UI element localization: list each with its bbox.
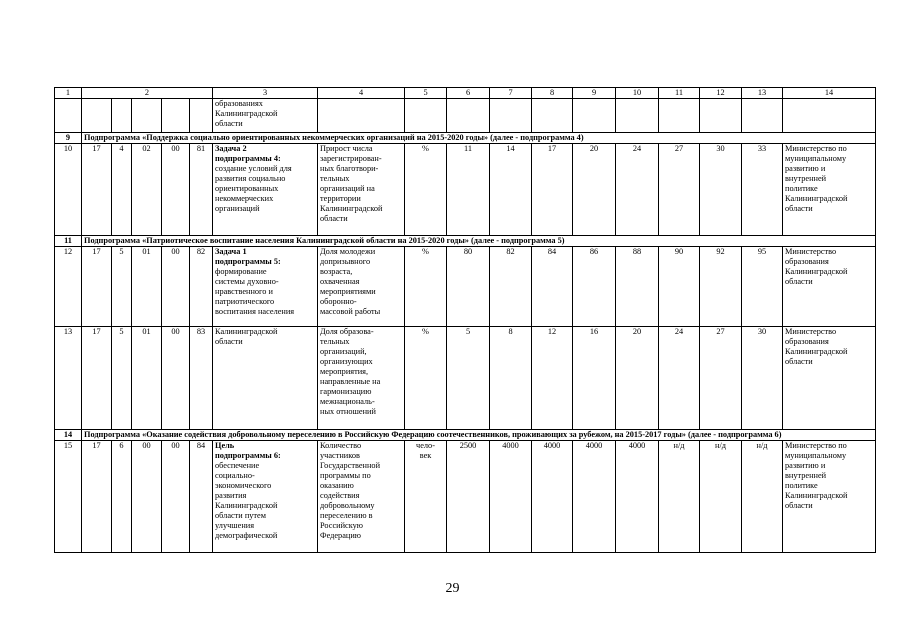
header-cell: 5 bbox=[405, 88, 447, 99]
task-heading: Задача 2 подпрограммы 4: bbox=[215, 144, 281, 163]
code-cell: 01 bbox=[132, 327, 162, 430]
header-cell: 13 bbox=[742, 88, 783, 99]
value-cell: 95 bbox=[742, 247, 783, 327]
value-cell: 16 bbox=[573, 327, 616, 430]
value-cell: 11 bbox=[447, 144, 490, 236]
code-cell: 4 bbox=[112, 144, 132, 236]
responsible-cell: Министерство по муниципальному развитию и внутренней политике Калининградской области bbox=[783, 144, 876, 236]
header-cell: 10 bbox=[616, 88, 659, 99]
subprogram-title: Подпрограмма «Оказание содействия добровольному переселению в Российскую Федерацию соотечественников, проживающих за рубежом, на 2015-2017 годы» (далее - подпрограмма 6) bbox=[82, 430, 876, 441]
row-number: 9 bbox=[55, 133, 82, 144]
subprogram-row bbox=[55, 236, 876, 247]
task-text: обеспечение социально- экономического развития Калининградской области путем улучшения демографической bbox=[215, 461, 278, 540]
code-cell: 00 bbox=[162, 327, 190, 430]
code-cell: 84 bbox=[190, 441, 213, 553]
task-cell: образованиях Калининградской области bbox=[213, 99, 318, 133]
code-cell: 17 bbox=[82, 247, 112, 327]
value-cell: 82 bbox=[490, 247, 532, 327]
table-row bbox=[55, 441, 876, 553]
header-cell: 3 bbox=[213, 88, 318, 99]
row-number: 13 bbox=[55, 327, 82, 430]
indicator-cell: Доля образова- тельных организаций, организующих мероприятия, направленные на гармонизацию межнациональ- ных отношений bbox=[318, 327, 405, 430]
value-cell: 88 bbox=[616, 247, 659, 327]
code-cell: 17 bbox=[82, 441, 112, 553]
value-cell: 8 bbox=[490, 327, 532, 430]
row-number: 10 bbox=[55, 144, 82, 236]
value-cell: 20 bbox=[616, 327, 659, 430]
indicator-cell: Доля молодежи допризывного возраста, охваченная мероприятиями оборонно- массовой работы bbox=[318, 247, 405, 327]
value-cell: 90 bbox=[659, 247, 700, 327]
value-cell: 27 bbox=[700, 327, 742, 430]
value-cell: 33 bbox=[742, 144, 783, 236]
value-cell: 20 bbox=[573, 144, 616, 236]
task-heading: Цель подпрограммы 6: bbox=[215, 441, 281, 460]
responsible-cell: Министерство по муниципальному развитию и внутренней политике Калининградской области bbox=[783, 441, 876, 553]
code-cell: 17 bbox=[82, 144, 112, 236]
value-cell: 80 bbox=[447, 247, 490, 327]
code-cell: 00 bbox=[162, 441, 190, 553]
value-cell: 17 bbox=[532, 144, 573, 236]
header-cell: 12 bbox=[700, 88, 742, 99]
indicators-table bbox=[54, 87, 876, 553]
value-cell: 12 bbox=[532, 327, 573, 430]
unit-cell: % bbox=[405, 327, 447, 430]
code-cell: 01 bbox=[132, 247, 162, 327]
code-cell: 6 bbox=[112, 441, 132, 553]
subprogram-row bbox=[55, 133, 876, 144]
table-row bbox=[55, 144, 876, 236]
value-cell: 86 bbox=[573, 247, 616, 327]
value-cell: 4000 bbox=[616, 441, 659, 553]
value-cell: 24 bbox=[616, 144, 659, 236]
value-cell: н/д bbox=[700, 441, 742, 553]
value-cell: 84 bbox=[532, 247, 573, 327]
value-cell: 27 bbox=[659, 144, 700, 236]
table-row bbox=[55, 327, 876, 430]
page-number: 29 bbox=[445, 581, 460, 596]
code-cell: 5 bbox=[112, 247, 132, 327]
value-cell: 30 bbox=[742, 327, 783, 430]
subprogram-row bbox=[55, 430, 876, 441]
row-number: 11 bbox=[55, 236, 82, 247]
row-number: 14 bbox=[55, 430, 82, 441]
value-cell: 92 bbox=[700, 247, 742, 327]
table-row bbox=[55, 247, 876, 327]
code-cell: 00 bbox=[162, 144, 190, 236]
subprogram-title: Подпрограмма «Патриотическое воспитание населения Калининградской области на 2015-2020 годы» (далее - подпрограмма 5) bbox=[82, 236, 876, 247]
header-cell: 1 bbox=[55, 88, 82, 99]
task-cell bbox=[213, 247, 318, 327]
code-cell: 81 bbox=[190, 144, 213, 236]
value-cell: 4000 bbox=[490, 441, 532, 553]
value-cell: н/д bbox=[659, 441, 700, 553]
value-cell: 30 bbox=[700, 144, 742, 236]
header-cell: 6 bbox=[447, 88, 490, 99]
subprogram-title: Подпрограмма «Поддержка социально ориентированных некоммерческих организаций на 2015-2020 годы» (далее - подпрограмма 4) bbox=[82, 133, 876, 144]
header-cell: 7 bbox=[490, 88, 532, 99]
header-cell: 14 bbox=[783, 88, 876, 99]
unit-cell: % bbox=[405, 247, 447, 327]
value-cell: 2500 bbox=[447, 441, 490, 553]
responsible-cell: Министерство образования Калининградской области bbox=[783, 327, 876, 430]
value-cell: 24 bbox=[659, 327, 700, 430]
unit-cell: чело- век bbox=[405, 441, 447, 553]
code-cell: 00 bbox=[162, 247, 190, 327]
task-heading: Задача 1 подпрограммы 5: bbox=[215, 247, 281, 266]
header-cell: 2 bbox=[82, 88, 213, 99]
code-cell: 82 bbox=[190, 247, 213, 327]
code-cell: 17 bbox=[82, 327, 112, 430]
header-cell: 9 bbox=[573, 88, 616, 99]
value-cell: н/д bbox=[742, 441, 783, 553]
header-cell: 11 bbox=[659, 88, 700, 99]
code-cell: 02 bbox=[132, 144, 162, 236]
code-cell: 83 bbox=[190, 327, 213, 430]
indicator-cell: Прирост числа зарегистрирован- ных благотвори- тельных организаций на территории Калининградской области bbox=[318, 144, 405, 236]
task-cell bbox=[213, 441, 318, 553]
code-cell: 5 bbox=[112, 327, 132, 430]
code-cell: 00 bbox=[132, 441, 162, 553]
table-row-continuation bbox=[55, 99, 876, 133]
value-cell: 4000 bbox=[532, 441, 573, 553]
task-cell: Калининградской области bbox=[213, 327, 318, 430]
row-number: 12 bbox=[55, 247, 82, 327]
header-cell: 4 bbox=[318, 88, 405, 99]
value-cell: 14 bbox=[490, 144, 532, 236]
header-cell: 8 bbox=[532, 88, 573, 99]
value-cell: 4000 bbox=[573, 441, 616, 553]
task-cell bbox=[213, 144, 318, 236]
header-row bbox=[55, 88, 876, 99]
task-text: создание условий для развития социально ориентированных некоммерческих организаций bbox=[215, 164, 292, 213]
responsible-cell: Министерство образования Калининградской области bbox=[783, 247, 876, 327]
unit-cell: % bbox=[405, 144, 447, 236]
value-cell: 5 bbox=[447, 327, 490, 430]
task-text: формирование системы духовно- нравственного и патриотического воспитания населения bbox=[215, 267, 295, 316]
row-number: 15 bbox=[55, 441, 82, 553]
indicator-cell: Количество участников Государственной программы по оказанию содействия добровольному переселению в Российскую Федерацию bbox=[318, 441, 405, 553]
